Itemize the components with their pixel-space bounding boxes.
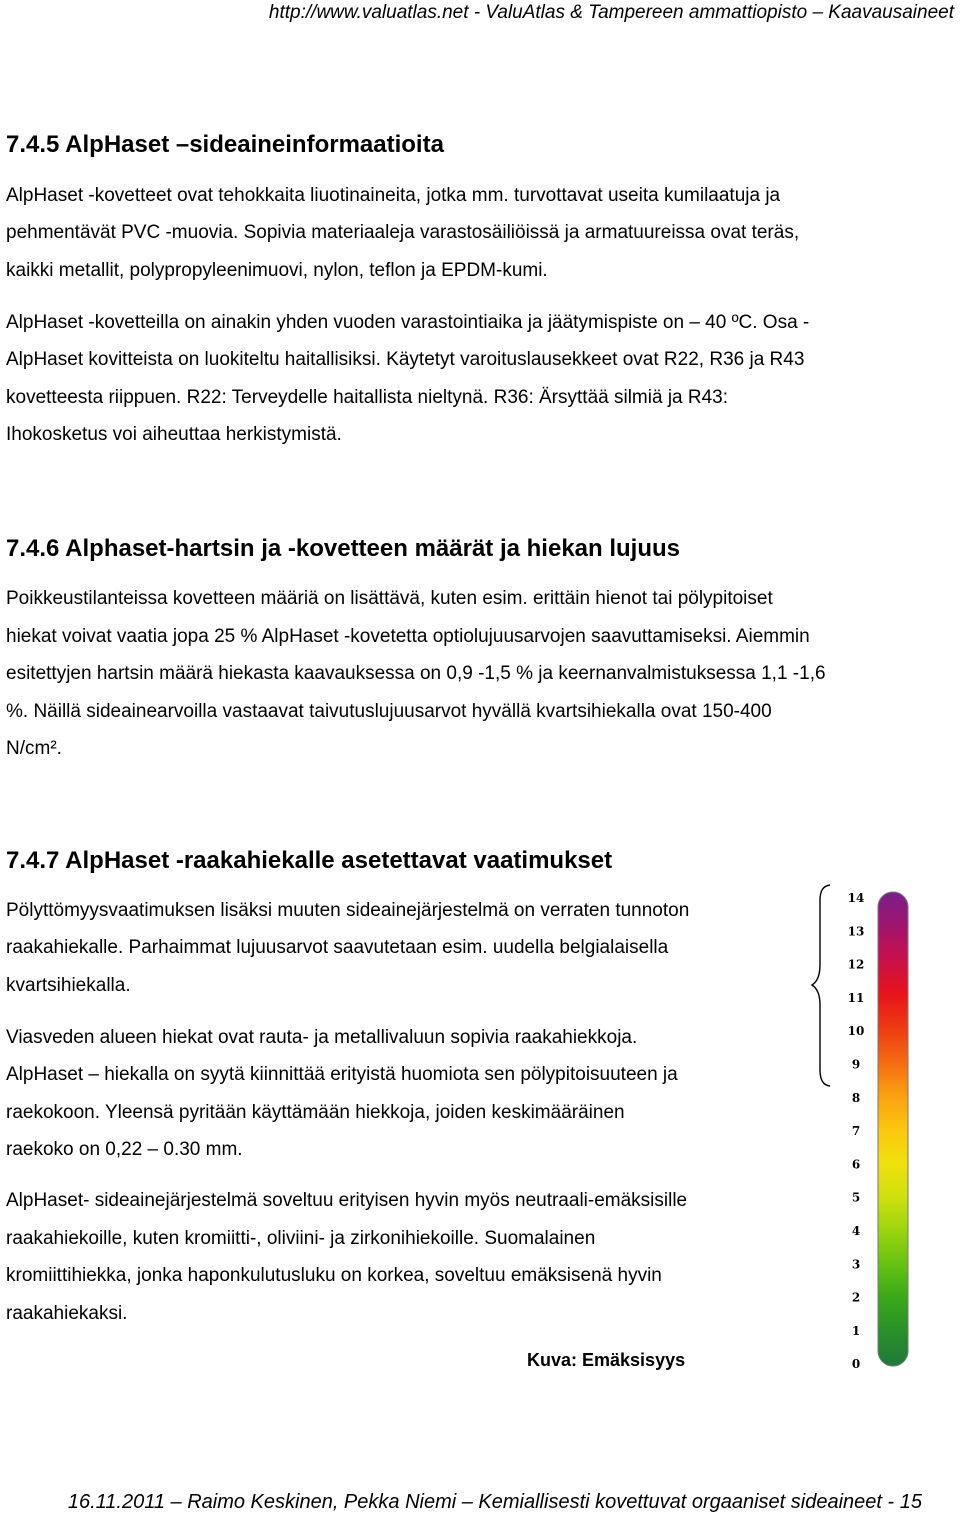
ph-tick-label: 12 — [847, 957, 865, 972]
ph-tick-label: 5 — [851, 1190, 861, 1205]
paragraph-line: AlpHaset – hiekalla on syytä kiinnittää erityistä huomiota sen pölypitoisuuteen ja — [6, 1064, 678, 1085]
paragraph-line: pehmentävät PVC -muovia. Sopivia materiaaleja varastosäiliöissä ja armatuureissa ovat teräs, — [6, 222, 800, 243]
ph-tick-label: 9 — [851, 1057, 861, 1072]
paragraph-line: raakahiekoille, kuten kromiitti-, oliviini- ja zirkonihiekoille. Suomalainen — [6, 1228, 596, 1249]
figure-caption: Kuva: Emäksisyys — [527, 1350, 686, 1370]
paragraph-line: AlpHaset kovitteista on luokiteltu haitallisiksi. Käytetyt varoituslausekkeet ovat R22, R36 ja R43 — [6, 349, 805, 370]
ph-tick-label: 10 — [847, 1024, 865, 1039]
paragraph-line: kovetteesta riippuen. R22: Terveydelle haitallista nieltynä. R36: Ärsyttää silmiä ja R43: — [6, 387, 729, 408]
paragraph-line: raakahiekalle. Parhaimmat lujuusarvot saavutetaan esim. uudella belgialaisella — [6, 937, 669, 958]
paragraph-line: raekoko on 0,22 – 0.30 mm. — [6, 1139, 243, 1160]
paragraph-line: N/cm². — [6, 738, 62, 759]
paragraph-line: kaikki metallit, polypropyleenimuovi, nylon, teflon ja EPDM-kumi. — [6, 260, 548, 281]
section-heading-747: 7.4.7 AlpHaset -raakahiekalle asetettavat vaatimukset — [6, 847, 613, 874]
paragraph-line: AlpHaset -kovetteilla on ainakin yhden vuoden varastointiaika ja jäätymispiste on – 40 ºC. Osa - — [6, 312, 810, 333]
paragraph-line: Ihokosketus voi aiheuttaa herkistymistä. — [6, 424, 342, 445]
paragraph-line: raekokoon. Yleensä pyritään käyttämään hiekkoja, joiden keskimääräinen — [6, 1102, 625, 1123]
paragraph-line: Pölyttömyysvaatimuksen lisäksi muuten sideainejärjestelmä on verraten tunnoton — [6, 900, 690, 921]
page-header: http://www.valuatlas.net - ValuAtlas & Tampereen ammattiopisto – Kaavausaineet — [268, 2, 954, 23]
paragraph-line: Viasveden alueen hiekat ovat rauta- ja metallivaluun sopivia raakahiekkoja. — [6, 1027, 638, 1048]
section-heading-746: 7.4.6 Alphaset-hartsin ja -kovetteen määrät ja hiekan lujuus — [6, 535, 681, 562]
ph-tick-label: 6 — [851, 1157, 861, 1172]
section-heading-745: 7.4.5 AlpHaset –sideaineinformaatioita — [6, 131, 444, 158]
paragraph-line: kromiittihiekka, jonka haponkulutusluku on korkea, soveltuu emäksisenä hyvin — [6, 1265, 662, 1286]
ph-tick-label: 2 — [851, 1290, 861, 1305]
paragraph-line: hiekat voivat vaatia jopa 25 % AlpHaset -kovetetta optiolujuusarvojen saavuttamiseksi. Aiemmin — [6, 626, 810, 647]
ph-tick-label: 8 — [851, 1090, 861, 1105]
ph-scale-figure — [810, 880, 950, 1375]
ph-tick-label: 1 — [851, 1323, 861, 1338]
paragraph-line: raakahiekaksi. — [6, 1303, 128, 1324]
ph-color-bar — [878, 892, 908, 1366]
paragraph-line: AlpHaset -kovetteet ovat tehokkaita liuotinaineita, jotka mm. turvottavat useita kumilaatuja ja — [6, 185, 781, 206]
ph-tick-label: 13 — [847, 924, 865, 939]
paragraph-line: %. Näillä sideainearvoilla vastaavat taivutuslujuusarvot hyvällä kvartsihiekalla ovat 150-400 — [6, 701, 772, 722]
ph-tick-label: 4 — [851, 1224, 861, 1238]
paragraph-line: Poikkeustilanteissa kovetteen määriä on lisättävä, kuten esim. erittäin hienot tai pölypitoiset — [6, 588, 773, 609]
ph-tick-label: 7 — [851, 1124, 861, 1139]
ph-tick-label: 0 — [851, 1357, 861, 1372]
paragraph-line: AlpHaset- sideainejärjestelmä soveltuu erityisen hyvin myös neutraali-emäksisille — [6, 1190, 688, 1211]
paragraph-line: esitettyjen hartsin määrä hiekasta kaavauksessa on 0,9 -1,5 % ja keernanvalmistuksessa 1,1 -1,6 — [6, 663, 826, 684]
paragraph-line: kvartsihiekalla. — [6, 975, 131, 996]
ph-tick-label: 14 — [847, 891, 865, 905]
ph-tick-label: 3 — [851, 1257, 861, 1272]
page-footer: 16.11.2011 – Raimo Keskinen, Pekka Niemi – Kemiallisesti kovettuvat orgaaniset sideaineet - 15 — [67, 1491, 922, 1513]
ph-tick-label: 11 — [847, 990, 865, 1005]
brace-icon — [812, 885, 830, 1086]
